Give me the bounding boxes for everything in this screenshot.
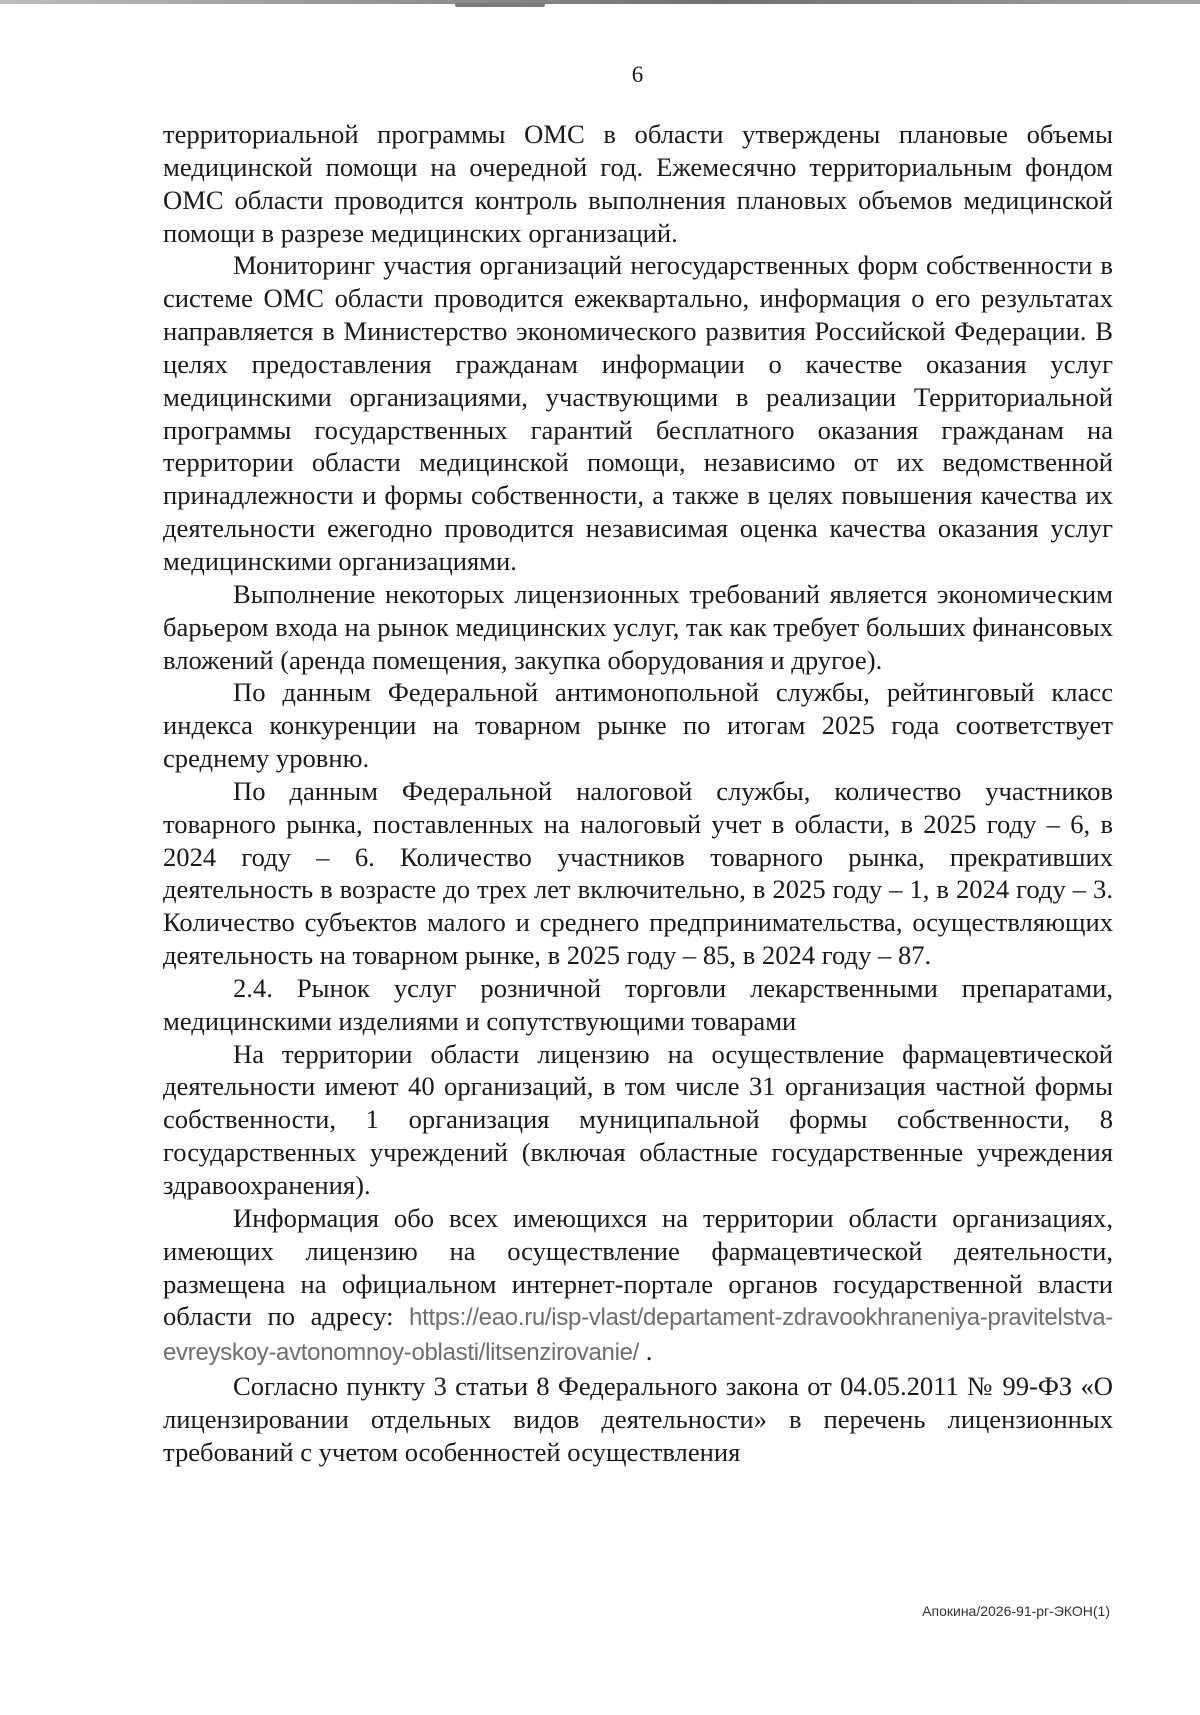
scan-top-edge <box>0 0 1200 4</box>
paragraph: Выполнение некоторых лицензионных требований является экономическим барьером входа на рынок медицинских услуг, так как требует больших финансовых вложений (аренда помещения, закупка оборудования и другое). <box>163 578 1113 675</box>
page-number: 6 <box>631 62 644 87</box>
paragraph-text: Информация обо всех имеющихся на территории области организациях, имеющих лицензию на осуществление фармацевтической деятельности, размещена на официальном интернет-портале органов государственной власти области по адресу: <box>163 1202 1113 1332</box>
paragraph: Согласно пункту 3 статьи 8 Федерального закона от 04.05.2011 № 99-ФЗ «О лицензировании отдельных видов деятельности» в перечень лицензионных требований с учетом особенностей осуществления <box>163 1371 1113 1467</box>
scan-artifact <box>455 3 545 7</box>
document-footer-reference: Апокина/2026-91-рг-ЭКОН(1) <box>922 1603 1110 1619</box>
paragraph: На территории области лицензию на осуществление фармацевтической деятельности имеют 40 организаций, в том числе 31 организация частной формы собственности, 1 организация муниципальной формы собственности, 8 государственных учреждений (включая областные государственные учреждения здравоохранения). <box>163 1038 1113 1200</box>
paragraph: По данным Федеральной налоговой службы, количество участников товарного рынка, поставленных на налоговый учет в области, в 2025 году – 6, в 2024 году – 6. Количество участников товарного рынка, прекративших деятельность в возрасте до трех лет включительно, в 2025 году – 1, в 2024 году – 3. Количество субъектов малого и среднего предпринимательства, осуществляющих деятельность на товарном рынке, в 2025 году – 85, в 2024 году – 87. <box>163 775 1113 971</box>
paragraph: Мониторинг участия организаций негосударственных форм собственности в системе ОМС области проводится ежеквартально, информация о его результатах направляется в Министерство экономического развития Российской Федерации. В целях предоставления гражданам информации о качестве оказания услуг медицинскими организациями, участвующими в реализации Территориальной программы государственных гарантий бесплатного оказания гражданам на территории области медицинской помощи, независимо от их ведомственной принадлежности и формы собственности, а также в целях повышения качества их деятельности ежегодно проводится независимая оценка качества оказания услуг медицинскими организациями. <box>163 250 1113 576</box>
paragraph-text: . <box>639 1336 653 1367</box>
paragraph: По данным Федеральной антимонопольной службы, рейтинговый класс индекса конкуренции на товарном рынке по итогам 2025 года соответствует среднему уровню. <box>163 677 1113 774</box>
portal-link[interactable]: https://eao.ru/isp-vlast/departament-zdravookhraneniya-pravitelstva-evreyskoy-avtonomnoy-oblasti/litsenzirovanie/ <box>163 1304 1113 1367</box>
paragraph: территориальной программы ОМС в области утверждены плановые объемы медицинской помощи на очередной год. Ежемесячно территориальным фондом ОМС области проводится контроль выполнения плановых объемов медицинской помощи в разрезе медицинских организаций. <box>163 119 1113 248</box>
paragraph-with-link <box>163 1202 1113 1370</box>
section-heading: 2.4. Рынок услуг розничной торговли лекарственными препаратами, медицинскими изделиями и сопутствующими товарами <box>163 972 1113 1036</box>
document-body <box>163 118 1113 1469</box>
